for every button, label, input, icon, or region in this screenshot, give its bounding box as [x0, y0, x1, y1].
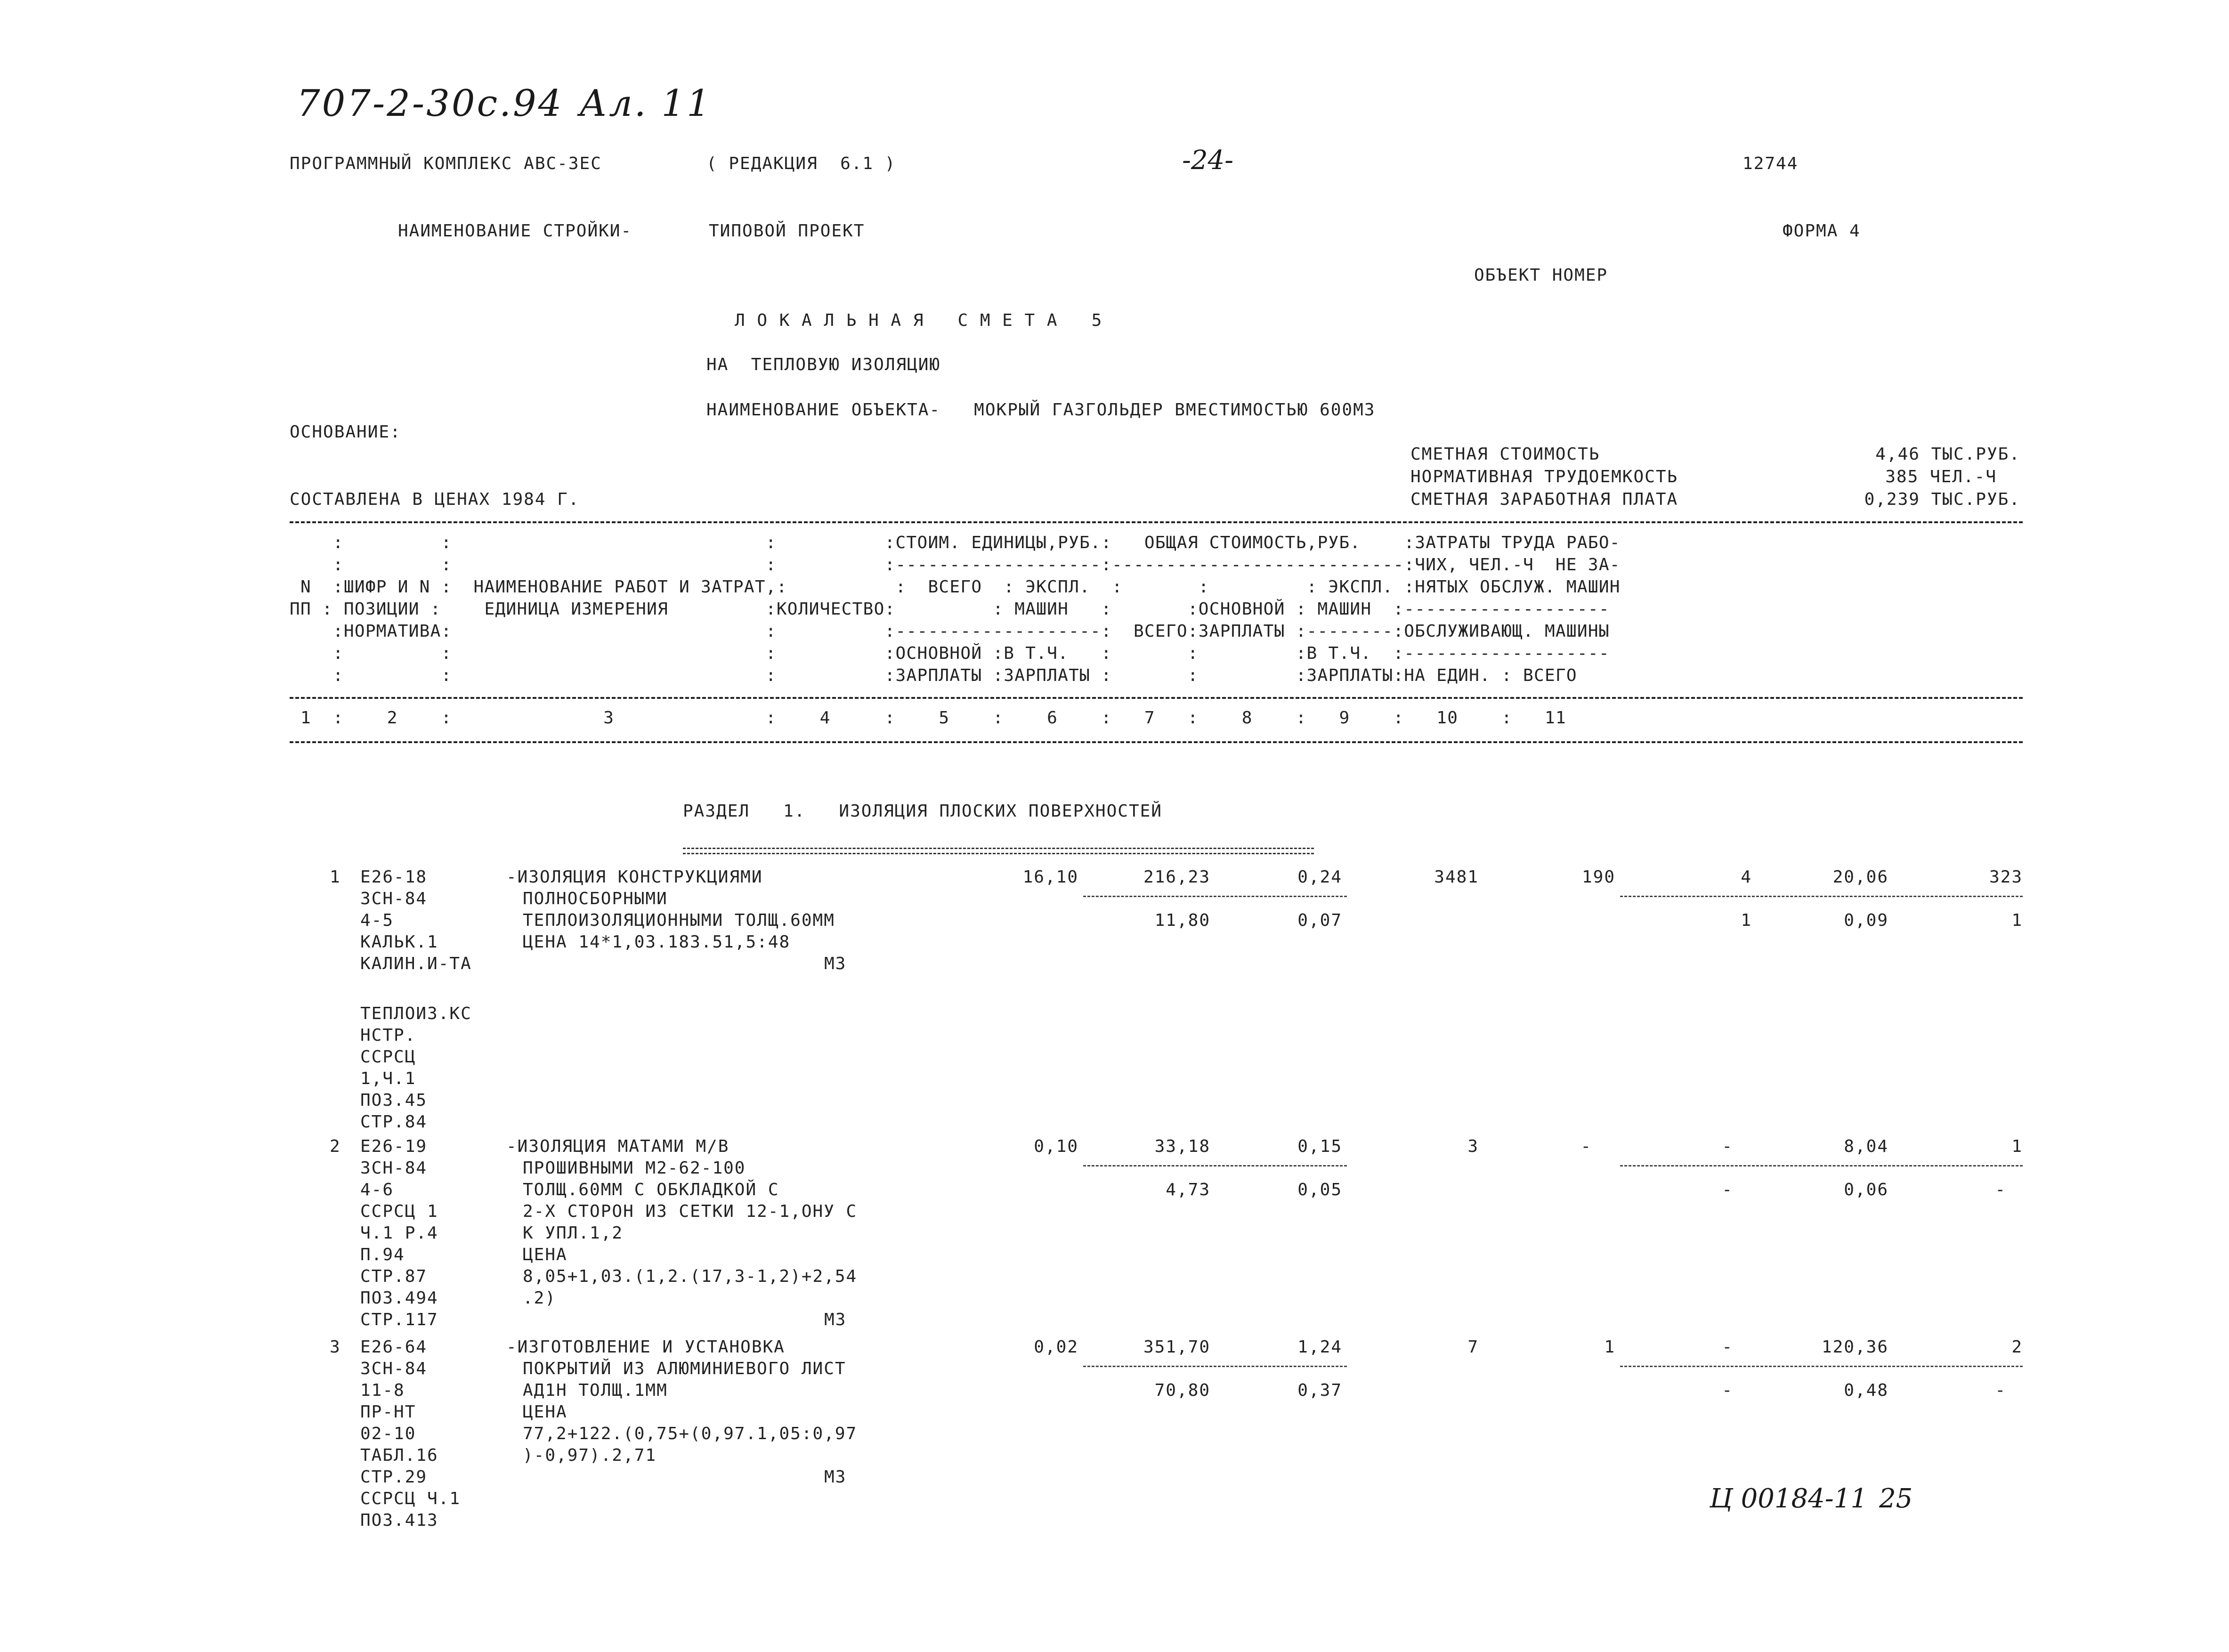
service-labor-total: 1 [2011, 911, 2023, 930]
total-machines: - [1722, 1137, 1733, 1156]
work-name: ПОЛНОСБОРНЫМИ [523, 889, 668, 908]
header-line: : : : :-------------------:---------------------------:ЧИХ, ЧЕЛ.-Ч НЕ ЗА- [290, 555, 1621, 575]
position-code: ЗСН-84 [360, 889, 428, 908]
header-line: : : : :ОСНОВНОЙ :В Т.Ч. : : :В Т.Ч. :------------------- [290, 644, 1610, 663]
total-machine-wages: - [1722, 1381, 1733, 1400]
work-name: 2-Х СТОРОН ИЗ СЕТКИ 12-1,ОНУ С [523, 1202, 858, 1221]
labor-total: 323 [1989, 867, 2023, 887]
position-code: ПОЗ.413 [360, 1511, 438, 1530]
position-code: П.94 [360, 1245, 405, 1264]
unit-wages: 11,80 [1154, 911, 1210, 930]
header-bottom-rule [290, 697, 2023, 699]
position-code: 02-10 [360, 1424, 416, 1443]
unit: М3 [824, 1467, 847, 1487]
work-name: ЦЕНА 14*1,03.183.51,5:48 [523, 932, 791, 952]
labor-total: 1 [2011, 1137, 2023, 1156]
unit-cost-total: 33,18 [1154, 1137, 1210, 1156]
row-number: 1 [330, 867, 341, 887]
work-name: ТОЛЩ.60ММ С ОБКЛАДКОЙ С [523, 1180, 779, 1199]
position-code: НСТР. [360, 1026, 416, 1045]
position-code: 11-8 [360, 1381, 405, 1400]
position-code: СТР.29 [360, 1467, 428, 1487]
work-name: ПРОШИВНЫМИ М2-62-100 [523, 1158, 746, 1178]
work-name: -ИЗОЛЯЦИЯ КОНСТРУКЦИЯМИ [506, 867, 763, 887]
position-code: ТАБЛ.16 [360, 1446, 438, 1465]
sub-rule [1620, 896, 2023, 897]
position-code: СТР.84 [360, 1112, 428, 1132]
sub-rule [1083, 1366, 1347, 1367]
labor-total: 2 [2011, 1337, 2023, 1357]
archive-stamp: Ц 00184-11 [1710, 1483, 1867, 1514]
object-number-label: ОБЪЕКТ НОМЕР [1474, 266, 1608, 285]
work-name: ТЕПЛОИЗОЛЯЦИОННЫМИ ТОЛЩ.60ММ [523, 911, 835, 930]
total-machine-wages: 1 [1741, 911, 1752, 930]
work-name: 77,2+122.(0,75+(0,97.1,05:0,97 [523, 1424, 858, 1443]
form-label: ФОРМА 4 [1783, 221, 1861, 241]
summary-label: СМЕТНАЯ СТОИМОСТЬ [1410, 445, 1600, 464]
service-labor-total: - [1995, 1381, 2006, 1400]
position-code: Е26-64 [360, 1337, 428, 1357]
service-labor-per-unit: 0,06 [1844, 1180, 1889, 1199]
position-code: ПОЗ.494 [360, 1288, 438, 1308]
unit: М3 [824, 954, 847, 973]
total-machines: 4 [1741, 867, 1752, 887]
unit-machine-wages: 0,07 [1297, 911, 1342, 930]
unit-cost-total: 351,70 [1143, 1337, 1210, 1357]
document-subtitle: НА ТЕПЛОВУЮ ИЗОЛЯЦИЮ [706, 355, 941, 374]
quantity: 0,10 [1034, 1137, 1078, 1156]
column-numbers-rule [290, 741, 2023, 743]
site-label: НАИМЕНОВАНИЕ СТРОЙКИ- [398, 221, 632, 241]
position-code: ТЕПЛОИЗ.КС [360, 1004, 472, 1023]
work-name: К УПЛ.1,2 [523, 1223, 624, 1243]
unit-machine-wages: 0,05 [1297, 1180, 1342, 1199]
object-name: НАИМЕНОВАНИЕ ОБЪЕКТА- МОКРЫЙ ГАЗГОЛЬДЕР ВМЕСТИМОСТЬЮ 600М3 [706, 400, 1376, 420]
page-number: -24- [1182, 145, 1234, 176]
edition: ( РЕДАКЦИЯ 6.1 ) [706, 154, 896, 173]
site-value: ТИПОВОЙ ПРОЕКТ [709, 221, 865, 241]
labor-per-unit: 20,06 [1832, 867, 1889, 887]
position-code: ПР-НТ [360, 1402, 416, 1422]
row-number: 2 [330, 1137, 341, 1156]
sub-rule [1620, 1165, 2023, 1166]
service-labor-total: - [1995, 1180, 2006, 1199]
total-cost: 3481 [1434, 867, 1479, 887]
archive-page: 25 [1879, 1483, 1913, 1514]
unit: М3 [824, 1310, 847, 1329]
service-labor-per-unit: 0,48 [1844, 1381, 1889, 1400]
program-name: ПРОГРАММНЫЙ КОМПЛЕКС АВС-ЗЕС [290, 154, 602, 173]
total-cost: 3 [1467, 1137, 1479, 1156]
table-top-rule [290, 521, 2023, 523]
album-number: Ал. 11 [579, 82, 712, 125]
header-line: : : : :ЗАРПЛАТЫ :ЗАРПЛАТЫ : : :ЗАРПЛАТЫ:НА ЕДИН. : ВСЕГО [290, 666, 1577, 685]
position-code: ССРСЦ Ч.1 [360, 1489, 461, 1508]
position-code: Ч.1 Р.4 [360, 1223, 438, 1243]
work-name: ПОКРЫТИЙ ИЗ АЛЮМИНИЕВОГО ЛИСТ [523, 1359, 846, 1378]
total-wages: - [1581, 1137, 1592, 1156]
total-wages: 1 [1604, 1337, 1615, 1357]
work-name: 8,05+1,03.(1,2.(17,3-1,2)+2,54 [523, 1267, 858, 1286]
sub-rule [1083, 1165, 1347, 1166]
position-code: ЗСН-84 [360, 1158, 428, 1178]
sub-rule [1083, 896, 1347, 897]
header-line: :НОРМАТИВА: : :-------------------: ВСЕГО:ЗАРПЛАТЫ :--------:ОБСЛУЖИВАЮЩ. МАШИНЫ [290, 622, 1610, 641]
unit-wages: 4,73 [1166, 1180, 1210, 1199]
column-numbers: 1 : 2 : 3 : 4 : 5 : 6 : 7 : 8 : 9 : 10 : 11 [290, 708, 1566, 728]
total-machines: - [1722, 1337, 1733, 1357]
unit-cost-machines: 0,24 [1297, 867, 1342, 887]
work-name: АД1Н ТОЛЩ.1ММ [523, 1381, 668, 1400]
position-code: ССРСЦ [360, 1047, 416, 1067]
prices-basis: СОСТАВЛЕНА В ЦЕНАХ 1984 Г. [290, 490, 580, 509]
document-number: 12744 [1743, 154, 1799, 173]
unit-wages: 70,80 [1154, 1381, 1210, 1400]
total-cost: 7 [1467, 1337, 1479, 1357]
row-number: 3 [330, 1337, 341, 1357]
header-line: N :ШИФР И N : НАИМЕНОВАНИЕ РАБОТ И ЗАТРАТ,: : ВСЕГО : ЭКСПЛ. : : : ЭКСПЛ. :НЯТЫХ ОБСЛУЖ. МАШИН [290, 577, 1621, 597]
total-wages: 190 [1581, 867, 1615, 887]
position-code: ПОЗ.45 [360, 1091, 428, 1110]
position-code: ЗСН-84 [360, 1359, 428, 1378]
position-code: КАЛЬК.1 [360, 932, 438, 952]
basis-label: ОСНОВАНИЕ: [290, 422, 401, 442]
quantity: 0,02 [1034, 1337, 1078, 1357]
work-name: .2) [523, 1288, 557, 1308]
summary-value: 385 ЧЕЛ.-Ч [1885, 467, 1997, 486]
summary-label: НОРМАТИВНАЯ ТРУДОЕМКОСТЬ [1410, 467, 1678, 486]
document-code: 707-2-30с.94 [297, 82, 564, 125]
service-labor-per-unit: 0,09 [1844, 911, 1889, 930]
work-name: ЦЕНА [523, 1245, 567, 1264]
position-code: Е26-19 [360, 1137, 428, 1156]
position-code: ССРСЦ 1 [360, 1202, 438, 1221]
position-code: 4-5 [360, 911, 394, 930]
position-code: 4-6 [360, 1180, 394, 1199]
section-title: РАЗДЕЛ 1. ИЗОЛЯЦИЯ ПЛОСКИХ ПОВЕРХНОСТЕЙ [683, 802, 1162, 821]
section-underline [683, 848, 1314, 854]
header-line: : : : :СТОИМ. ЕДИНИЦЫ,РУБ.: ОБЩАЯ СТОИМОСТЬ,РУБ. :ЗАТРАТЫ ТРУДА РАБО- [290, 533, 1621, 552]
total-machine-wages: - [1722, 1180, 1733, 1199]
unit-machine-wages: 0,37 [1297, 1381, 1342, 1400]
header-line: ПП : ПОЗИЦИИ : ЕДИНИЦА ИЗМЕРЕНИЯ :КОЛИЧЕСТВО: : МАШИН : :ОСНОВНОЙ : МАШИН :------------------- [290, 599, 1610, 619]
work-name: )-0,97).2,71 [523, 1446, 657, 1465]
labor-per-unit: 8,04 [1844, 1137, 1889, 1156]
unit-cost-machines: 1,24 [1297, 1337, 1342, 1357]
summary-value: 4,46 ТЫС.РУБ. [1875, 445, 2020, 464]
position-code: СТР.87 [360, 1267, 428, 1286]
work-name: -ИЗГОТОВЛЕНИЕ И УСТАНОВКА [506, 1337, 785, 1357]
unit-cost-machines: 0,15 [1297, 1137, 1342, 1156]
position-code: КАЛИН.И-ТА [360, 954, 472, 973]
unit-cost-total: 216,23 [1143, 867, 1210, 887]
sub-rule [1620, 1366, 2023, 1367]
position-code: Е26-18 [360, 867, 428, 887]
position-code: СТР.117 [360, 1310, 438, 1329]
position-code: 1,Ч.1 [360, 1069, 416, 1088]
document-title: Л О К А Л Ь Н А Я С М Е Т А 5 [735, 311, 1103, 330]
work-name: -ИЗОЛЯЦИЯ МАТАМИ М/В [506, 1137, 729, 1156]
work-name: ЦЕНА [523, 1402, 567, 1422]
summary-value: 0,239 ТЫС.РУБ. [1864, 490, 2020, 509]
quantity: 16,10 [1022, 867, 1078, 887]
summary-label: СМЕТНАЯ ЗАРАБОТНАЯ ПЛАТА [1410, 490, 1678, 509]
labor-per-unit: 120,36 [1821, 1337, 1889, 1357]
